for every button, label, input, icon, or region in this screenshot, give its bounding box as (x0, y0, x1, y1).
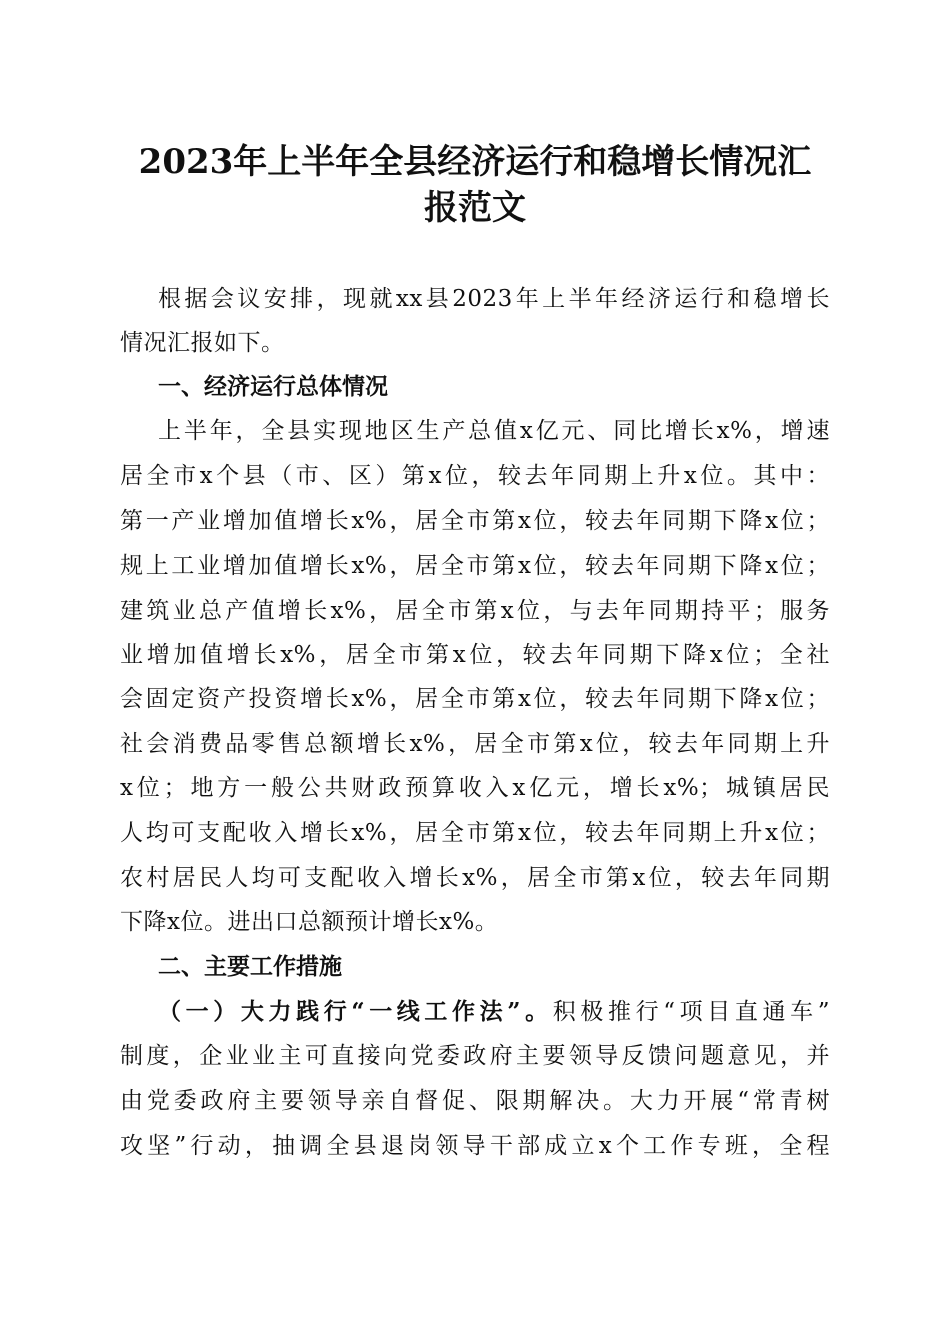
subsection-1-heading: （一）大力践行“一线工作法”。 (158, 998, 553, 1025)
document-title-line-1: 2023年上半年全县经济运行和稳增长情况汇 (138, 142, 812, 182)
document-title-line-2: 报范文 (424, 188, 526, 228)
section-1-line: 上半年，全县实现地区生产总值x亿元、同比增长x%，增速 (158, 418, 830, 444)
section-1-line: x位；地方一般公共财政预算收入x亿元，增长x%；城镇居民 (120, 775, 830, 801)
section-1-line: 人均可支配收入增长x%，居全市第x位，较去年同期上升x位； (120, 820, 830, 846)
section-1-line: 规上工业增加值增长x%，居全市第x位，较去年同期下降x位； (120, 553, 830, 579)
section-2-line: 由党委政府主要领导亲自督促、限期解决。大力开展“常青树 (120, 1088, 830, 1114)
section-2-line: 制度，企业业主可直接向党委政府主要领导反馈问题意见，并 (120, 1043, 830, 1069)
section-1-heading: 一、经济运行总体情况 (158, 374, 388, 400)
section-1-line: 业增加值增长x%，居全市第x位，较去年同期下降x位；全社 (120, 642, 830, 668)
subsection-1-text: 积极推行“项目直通车” (552, 999, 830, 1025)
section-1-line: 下降x位。进出口总额预计增长x%。 (120, 909, 499, 935)
section-1-line: 农村居民人均可支配收入增长x%，居全市第x位，较去年同期 (120, 865, 830, 891)
section-2-subsection-1-line (158, 997, 830, 1027)
section-1-line: 第一产业增加值增长x%，居全市第x位，较去年同期下降x位； (120, 508, 830, 534)
section-1-line: 社会消费品零售总额增长x%，居全市第x位，较去年同期上升 (120, 731, 830, 757)
section-1-line: 建筑业总产值增长x%，居全市第x位，与去年同期持平；服务 (120, 598, 830, 624)
section-1-line: 会固定资产投资增长x%，居全市第x位，较去年同期下降x位； (120, 686, 830, 712)
intro-line-2: 情况汇报如下。 (120, 330, 285, 356)
intro-line-1: 根据会议安排，现就xx县2023年上半年经济运行和稳增长 (158, 286, 830, 312)
section-1-line: 居全市x个县（市、区）第x位，较去年同期上升x位。其中： (120, 463, 830, 489)
section-2-heading: 二、主要工作措施 (158, 954, 342, 980)
section-2-line: 攻坚”行动，抽调全县退岗领导干部成立x个工作专班，全程 (120, 1133, 830, 1159)
